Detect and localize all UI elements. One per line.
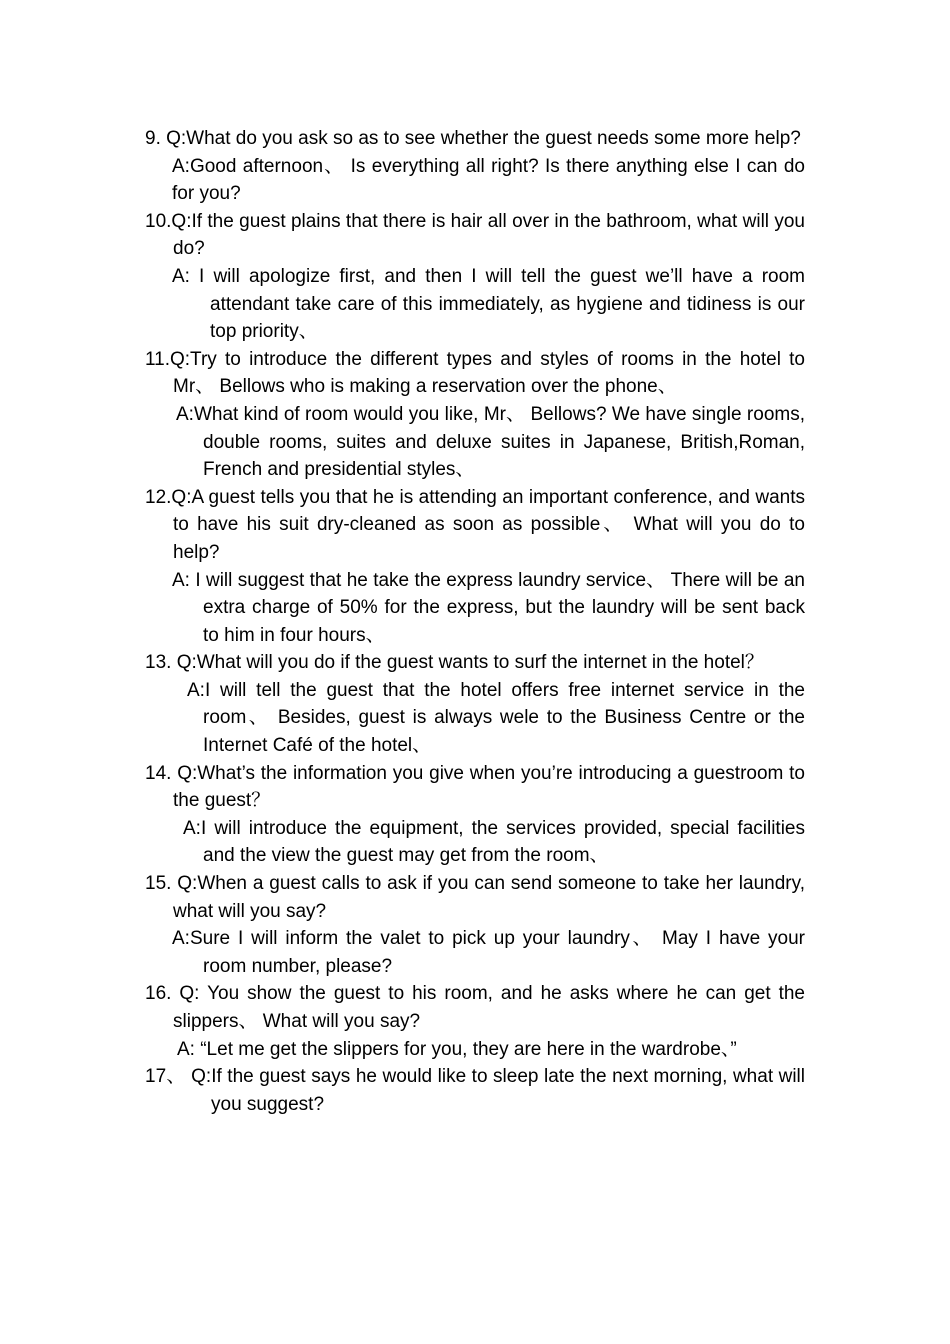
question-9: 9. Q:What do you ask so as to see whether the guest needs some more help?	[145, 128, 801, 149]
question-13: 13. Q:What will you do if the guest wants to surf the internet in the hotel？	[145, 652, 764, 674]
question-17: 17、 Q:If the guest says he would like to sleep late the next morning, what will you suggest?	[145, 1066, 805, 1115]
answer-10: A: I will apologize first, and then I will tell the guest we’ll have a room attendant take care of this immediately, as hygiene and tidiness is our top priority、	[172, 265, 805, 343]
answer-9: A:Good afternoon、 Is everything all right? Is there anything else I can do for you?	[172, 155, 805, 205]
question-10: 10.Q:If the guest plains that there is hair all over in the bathroom, what will you do?	[145, 210, 805, 260]
question-11: 11.Q:Try to introduce the different types and styles of rooms in the hotel to Mr、 Bellows who is making a reservation over the phone、	[145, 348, 805, 398]
qa-list	[145, 125, 805, 1118]
question-15: 15. Q:When a guest calls to ask if you can send someone to take her laundry, what will you say?	[145, 873, 805, 922]
answer-14: A:I will introduce the equipment, the services provided, special facilities and the view the guest may get from the room、	[183, 817, 805, 867]
answer-13: A:I will tell the guest that the hotel offers free internet service in the room、 Besides, guest is always wele to the Business Centre or the Internet Café of the hotel、	[187, 679, 805, 757]
question-12: 12.Q:A guest tells you that he is attending an important conference, and wants to have his suit dry-cleaned as soon as possible、 What will you do to help?	[145, 486, 805, 563]
answer-16: A: “Let me get the slippers for you, they are here in the wardrobe、”	[177, 1038, 737, 1060]
question-16: 16. Q: You show the guest to his room, and he asks where he can get the slippers、 What will you say?	[145, 983, 805, 1032]
answer-15: A:Sure I will inform the valet to pick up your laundry、 May I have your room number, please?	[172, 928, 805, 977]
answer-11: A:What kind of room would you like, Mr、 Bellows? We have single rooms, double rooms, suites and deluxe suites in Japanese, British,Roman, French and presidential styles、	[176, 403, 805, 481]
question-14: 14. Q:What’s the information you give when you’re introducing a guestroom to the guest？	[145, 762, 805, 812]
answer-12: A: I will suggest that he take the express laundry service、 There will be an extra charge of 50% for the express, but the laundry will be sent back to him in four hours、	[172, 569, 805, 646]
